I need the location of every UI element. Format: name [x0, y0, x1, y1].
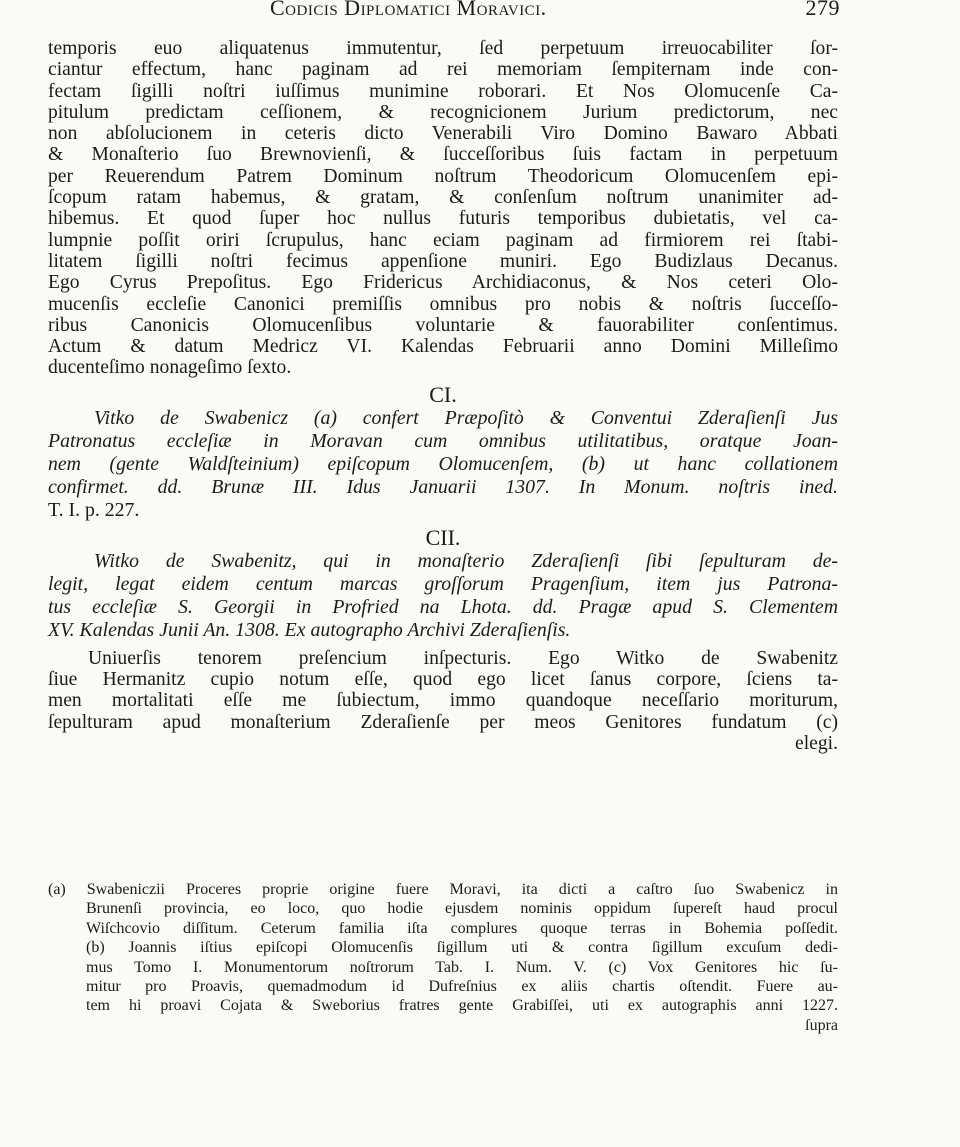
- text-line: fectam ſigilli noſtri iuſſimus munimine roborari. Et Nos Olomucenſe Ca-: [48, 80, 838, 102]
- page-number: 279: [805, 0, 840, 20]
- footnote-line: Brunenſi provincia, eo loco, quo hodie ejusdem nominis oppidum ſupereſt haud procul: [86, 900, 838, 918]
- running-title: Codicis Diplomatici Moravici.: [270, 0, 547, 20]
- text-line: per Reuerendum Patrem Dominum noſtrum Theodoricum Olomucenſem epi-: [48, 165, 838, 187]
- summary-line: nem (gente Waldſteinium) epiſcopum Olomucenſem, (b) ut hanc collationem: [48, 452, 838, 475]
- footnote-line: Wiſchcovio diſſitum. Ceterum familia iſta complures quoque terras in Bohemia poſſedit.: [86, 919, 838, 937]
- section-heading-ci: CI.: [429, 381, 457, 407]
- text-line: lumpnie poſſit oriri ſcrupulus, hanc eciam paginam ad firmiorem rei ſtabi-: [48, 229, 838, 251]
- footnote-line: mitur pro Proavis, quemadmodum id Dufreſnius ex aliis chartis oſtendit. Fuere au-: [86, 977, 838, 995]
- text-line: mucenſis eccleſie Canonici premiſſis omnibus pro nobis & noſtris ſucceſſo-: [48, 293, 838, 315]
- footnote-line: tem hi proavi Cojata & Sweborius fratres gente Grabiſſei, uti ex autographis anni 1227.: [86, 997, 838, 1015]
- footnote-line: (b) Joannis iſtius epiſcopi Olomucenſis ſigillum uti & contra ſigillum excuſum dedi-: [86, 939, 838, 957]
- catchword: ſupra: [805, 1016, 838, 1034]
- text-line: ſiue Hermanitz cupio notum eſſe, quod ego licet ſanus corpore, ſciens ta-: [48, 669, 838, 691]
- text-line: litatem ſigilli noſtri fecimus appenſione muniri. Ego Budizlaus Decanus.: [48, 250, 838, 272]
- summary-line: tus eccleſiæ S. Georgii in Profried na Lhota. dd. Pragæ apud S. Clementem: [48, 595, 838, 618]
- text-line: Ego Cyrus Prepoſitus. Ego Fridericus Archidiaconus, & Nos ceteri Olo-: [48, 272, 838, 294]
- summary-line: Patronatus eccleſiæ in Moravan cum omnibus utilitatibus, oratque Joan-: [48, 429, 838, 452]
- text-line: ribus Canonicis Olomucenſibus voluntarie & fauorabiliter conſentimus.: [48, 314, 838, 336]
- text-line: Uniuerſis tenorem preſencium inſpecturis. Ego Witko de Swabenitz: [88, 647, 838, 669]
- text-line: hibemus. Et quod ſuper hoc nullus futuris temporibus dubietatis, vel ca-: [48, 208, 838, 230]
- summary-line: Witko de Swabenitz, qui in monaſterio Zderaſienſi ſibi ſepulturam de-: [94, 549, 838, 572]
- text-line: elegi.: [795, 732, 838, 754]
- summary-line: legit, legat eidem centum marcas groſſorum Pragenſium, item jus Patrona-: [48, 572, 838, 595]
- section-heading-cii: CII.: [425, 524, 461, 550]
- section-summary-ci: [48, 407, 838, 522]
- text-line: pitulum predictam ceſſionem, & recognicionem Jurium predictorum, nec: [48, 101, 838, 123]
- footnote-line: (a) Swabeniczii Proceres proprie origine fuere Moravi, ita dicti a caſtro ſuo Swabenicz in: [48, 881, 838, 898]
- summary-line: Vitko de Swabenicz (a) confert Præpoſitò & Conventui Zderaſienſi Jus: [94, 406, 838, 429]
- text-line: ducenteſimo nonageſimo ſexto.: [48, 357, 292, 379]
- summary-line: XV. Kalendas Junii An. 1308. Ex autographo Archivi Zderaſienſis.: [48, 618, 571, 641]
- text-line: temporis euo aliquatenus immutentur, ſed perpetuum irreuocabiliter ſor-: [48, 38, 838, 59]
- footnote-line: mus Tomo I. Monumentorum noſtrorum Tab. I. Num. V. (c) Vox Genitores hic ſu-: [86, 958, 838, 976]
- text-line: ſepulturam apud monaſterium Zderaſienſe per meos Genitores fundatum (c): [48, 711, 838, 733]
- text-line: ſcopum ratam habemus, & gratam, & conſenſum noſtrum unanimiter ad-: [48, 187, 838, 209]
- body-text: [48, 38, 838, 754]
- section-summary-cii: [48, 550, 838, 642]
- footnotes: [48, 880, 838, 1035]
- running-head: [270, 0, 840, 19]
- text-line: Actum & datum Medricz VI. Kalendas Februarii anno Domini Milleſimo: [48, 336, 838, 358]
- summary-line: T. I. p. 227.: [48, 498, 140, 521]
- summary-line: confirmet. dd. Brunæ III. Idus Januarii 1307. In Monum. noſtris ined.: [48, 475, 838, 498]
- document-text-cii: [48, 648, 838, 754]
- text-line: men mortalitati eſſe me ſubiectum, immo quandoque neceſſario moriturum,: [48, 690, 838, 712]
- text-line: ciantur effectum, hanc paginam ad rei memoriam ſempiternam inde con-: [48, 59, 838, 81]
- text-line: non abſolucionem in ceteris dicto Venerabili Viro Domino Bawaro Abbati: [48, 123, 838, 145]
- text-line: & Monaſterio ſuo Brewnovienſi, & ſucceſſoribus ſuis factam in perpetuum: [48, 144, 838, 166]
- paragraph-continuation: [48, 38, 838, 379]
